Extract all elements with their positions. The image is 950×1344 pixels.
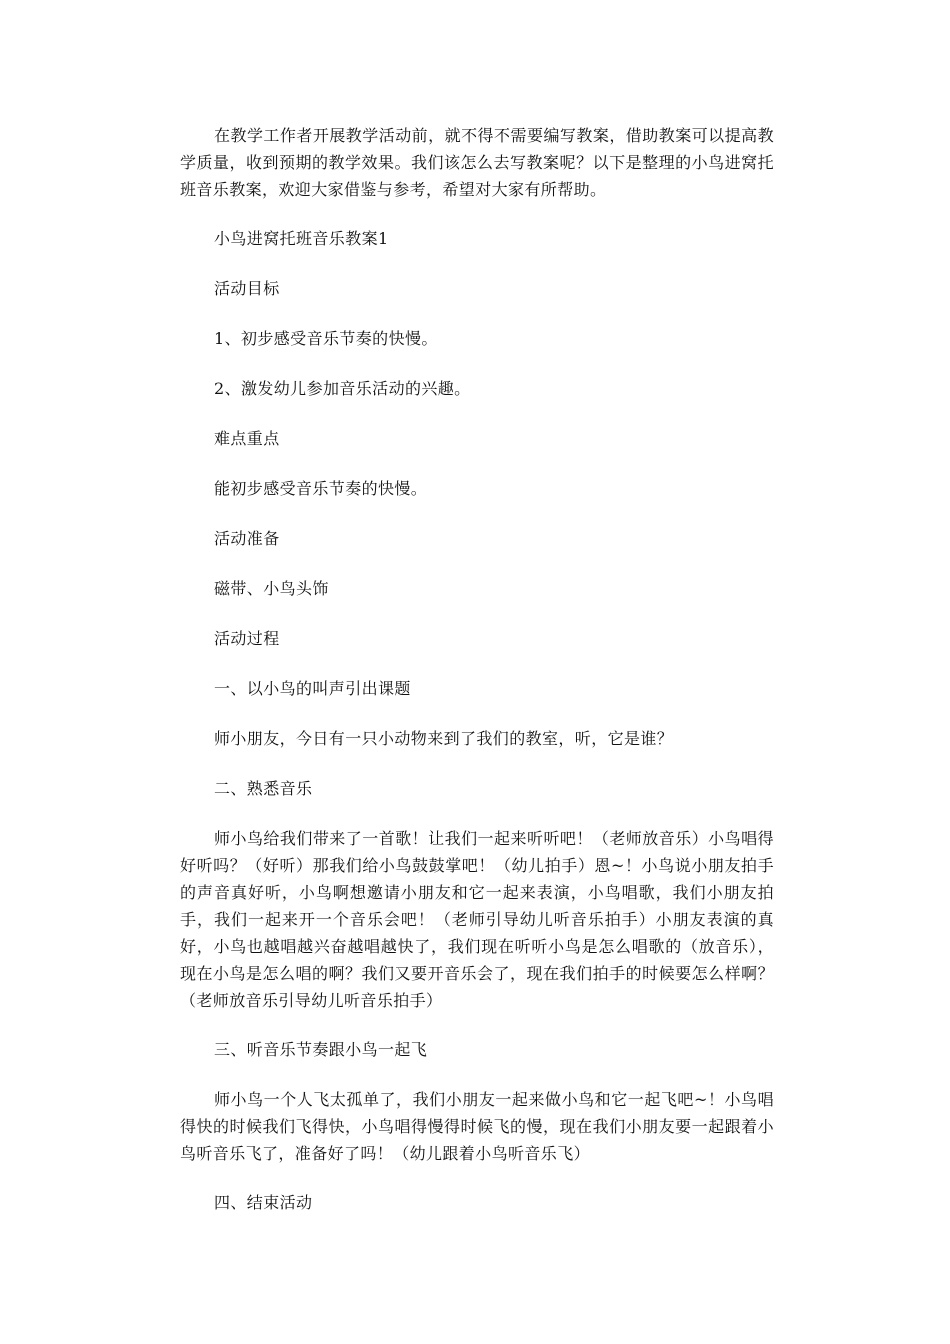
step3-heading: 三、听音乐节奏跟小鸟一起飞	[214, 1040, 428, 1059]
step1-heading: 一、以小鸟的叫声引出课题	[214, 679, 411, 698]
goal-item-1: 1、初步感受音乐节奏的快慢。	[214, 329, 438, 348]
step2-heading: 二、熟悉音乐	[214, 779, 313, 798]
goal-item-2: 2、激发幼儿参加音乐活动的兴趣。	[214, 379, 471, 398]
intro-paragraph: 在教学工作者开展教学活动前，就不得不需要编写教案，借助教案可以提高教学质量，收到预期的教学效果。我们该怎么去写教案呢？以下是整理的小鸟进窝托班音乐教案，欢迎大家借鉴与参考，希望对大家有所帮助。	[180, 126, 774, 199]
prep-text: 磁带、小鸟头饰	[214, 579, 329, 598]
step2-paragraph: 师小鸟给我们带来了一首歌！让我们一起来听听吧！（老师放音乐）小鸟唱得好听吗？（好听）那我们给小鸟鼓鼓掌吧！（幼儿拍手）恩~！小鸟说小朋友拍手的声音真好听，小鸟啊想邀请小朋友和它一起来表演，小鸟唱歌，我们小朋友拍手，我们一起来开一个音乐会吧！（老师引导幼儿听音乐拍手）小朋友表演的真好，小鸟也越唱越兴奋越唱越快了，我们现在听听小鸟是怎么唱歌的（放音乐），现在小鸟是怎么唱的啊？我们又要开音乐会了，现在我们拍手的时候要怎么样啊？（老师放音乐引导幼儿听音乐拍手）	[180, 829, 774, 1010]
step4-heading: 四、结束活动	[214, 1193, 313, 1212]
process-heading: 活动过程	[214, 629, 280, 648]
prep-heading: 活动准备	[214, 529, 280, 548]
goal-heading: 活动目标	[214, 279, 280, 298]
key-text: 能初步感受音乐节奏的快慢。	[214, 479, 428, 498]
document-body	[180, 122, 774, 1217]
section-title: 小鸟进窝托班音乐教案1	[214, 229, 389, 248]
step1-text: 师小朋友，今日有一只小动物来到了我们的教室，听，它是谁？	[214, 729, 674, 748]
key-heading: 难点重点	[214, 429, 280, 448]
step3-paragraph: 师小鸟一个人飞太孤单了，我们小朋友一起来做小鸟和它一起飞吧~！小鸟唱得快的时候我们飞得快，小鸟唱得慢得时候飞的慢，现在我们小朋友要一起跟着小鸟听音乐飞了，准备好了吗！（幼儿跟着小鸟听音乐飞）	[180, 1090, 774, 1163]
